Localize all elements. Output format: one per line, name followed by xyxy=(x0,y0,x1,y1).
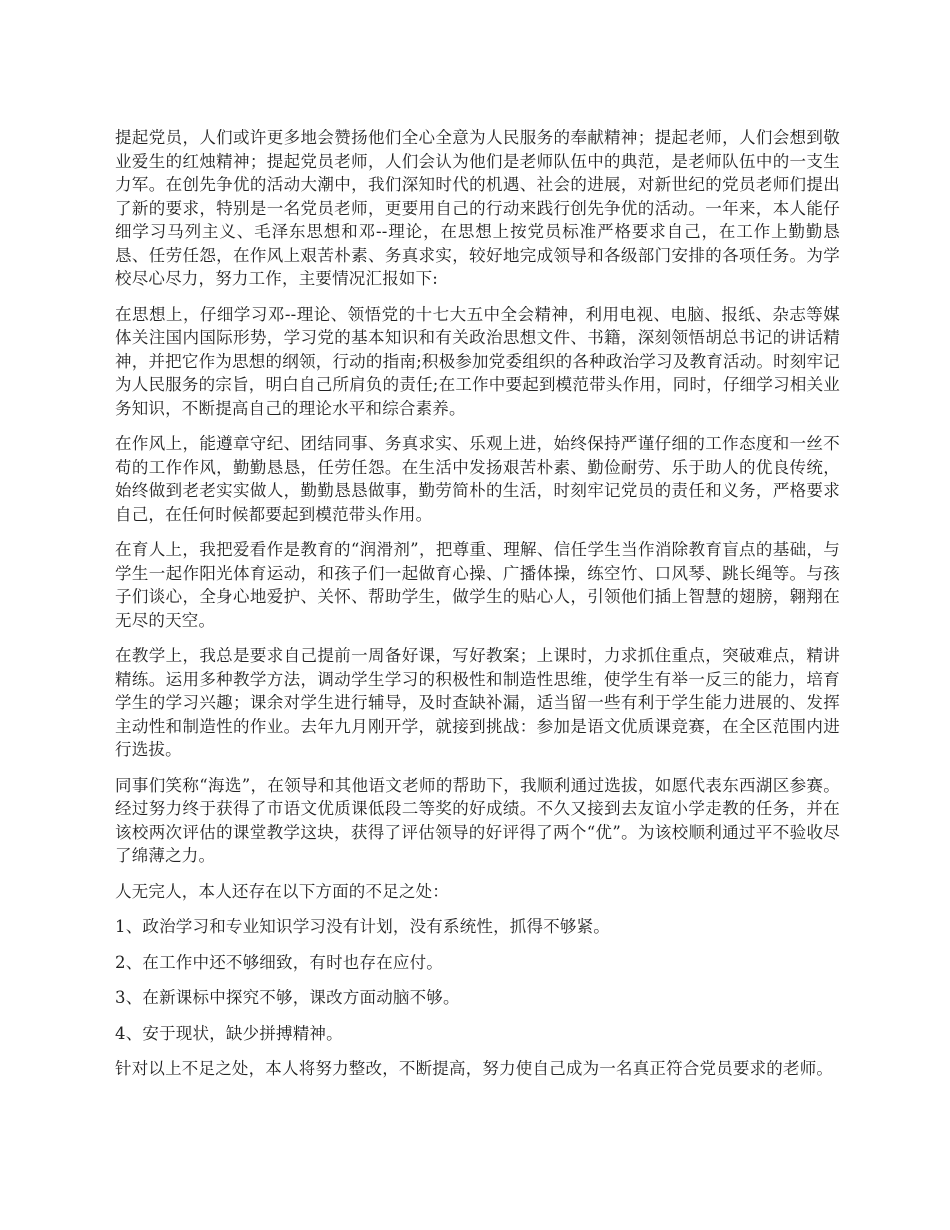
paragraph-competition: 同事们笑称“海选”，在领导和其他语文老师的帮助下，我顺利通过选拔，如愿代表东西湖区参赛。经过努力终于获得了市语文优质课低段二等奖的好成绩。不久又接到去友谊小学走教的任务，并在该校两次评估的课堂教学这块，获得了评估领导的好评得了两个“优”。为该校顺利通过平不验收尽了绵薄之力。 xyxy=(115,775,840,865)
paragraph-thought: 在思想上，仔细学习邓--理论、领悟党的十七大五中全会精神，利用电视、电脑、报纸、杂志等媒体关注国内国际形势，学习党的基本知识和有关政治思想文件、书籍，深刻领悟胡总书记的讲话精神，并把它作为思想的纲领，行动的指南;积极参加党委组织的各种政治学习及教育活动。时刻牢记为人民服务的宗旨，明白自己所肩负的责任;在工作中要起到模范带头作用，同时，仔细学习相关业务知识，不断提高自己的理论水平和综合素养。 xyxy=(115,304,840,418)
paragraph-shortcomings-intro: 人无完人，本人还存在以下方面的不足之处： xyxy=(115,881,449,901)
paragraph-intro: 提起党员，人们或许更多地会赞扬他们全心全意为人民服务的奉献精神；提起老师，人们会想到敬业爱生的红烛精神；提起党员老师，人们会认为他们是老师队伍中的典范，是老师队伍中的一支生力军。在创先争优的活动大潮中，我们深知时代的机遇、社会的进展，对新世纪的党员老师们提出了新的要求，特别是一名党员老师，更要用自己的行动来践行创先争优的活动。一年来，本人能仔细学习马列主义、毛泽东思想和邓--理论，在思想上按党员标准严格要求自己，在工作上勤勤恳恳、任劳任怨，在作风上艰苦朴素、务真求实，较好地完成领导和各级部门安排的各项任务。为学校尽心尽力，努力工作，主要情况汇报如下: xyxy=(115,128,840,288)
list-item-2: 2、在工作中还不够细致，有时也存在应付。 xyxy=(115,952,443,972)
paragraph-teaching: 在教学上，我总是要求自己提前一周备好课，写好教案；上课时，力求抓住重点，突破难点，精讲精练。运用多种教学方法，调动学生学习的积极性和制造性思维，使学生有举一反三的能力，培育学生的学习兴趣；课余对学生进行辅导，及时查缺补漏，适当留一些有利于学生能力进展的、发挥主动性和制造性的作业。去年九月刚开学，就接到挑战：参加是语文优质课竞赛，在全区范围内进行选拔。 xyxy=(115,646,840,759)
list-item-3: 3、在新课标中探究不够，课改方面动脑不够。 xyxy=(115,988,460,1007)
list-item-4: 4、安于现状，缺少拼搏精神。 xyxy=(115,1023,343,1043)
document-page xyxy=(115,126,840,1093)
list-item-1: 1、政治学习和专业知识学习没有计划，没有系统性，抓得不够紧。 xyxy=(115,917,610,936)
paragraph-conclusion: 针对以上不足之处，本人将努力整改，不断提高，努力使自己成为一名真正符合党员要求的老师。 xyxy=(115,1059,834,1078)
paragraph-education: 在育人上，我把爱看作是教育的“润滑剂”，把尊重、理解、信任学生当作消除教育盲点的基础，与学生一起作阳光体育运动，和孩子们一起做育心操、广播体操，练空竹、口风琴、跳长绳等。与孩子们谈心，全身心地爱护、关怀、帮助学生，做学生的贴心人，引领他们插上智慧的翅膀，翱翔在无尽的天空。 xyxy=(115,540,840,630)
paragraph-style: 在作风上，能遵章守纪、团结同事、务真求实、乐观上进，始终保持严谨仔细的工作态度和一丝不苟的工作作风，勤勤恳恳，任劳任怨。在生活中发扬艰苦朴素、勤俭耐劳、乐于助人的优良传统，始终做到老老实实做人，勤勤恳恳做事，勤劳简朴的生活，时刻牢记党员的责任和义务，严格要求自己，在任何时候都要起到模范带头作用。 xyxy=(115,434,840,524)
